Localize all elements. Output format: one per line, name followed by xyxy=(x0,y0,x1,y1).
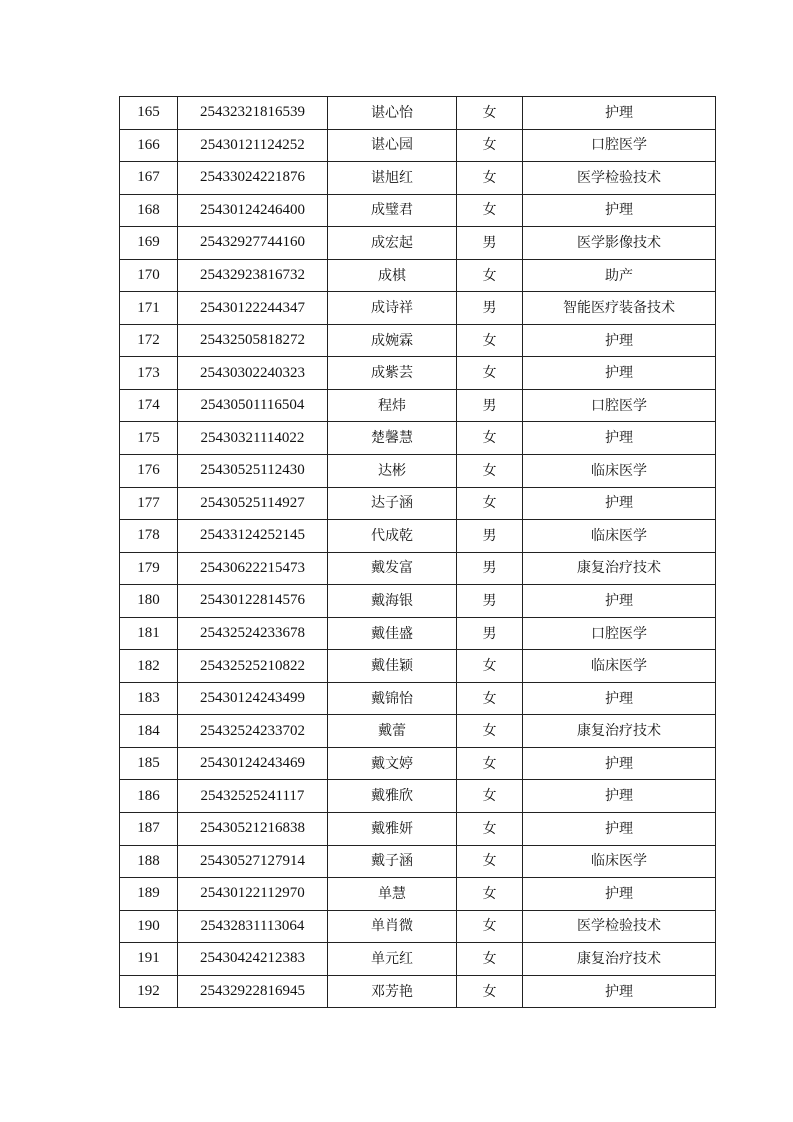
table-row xyxy=(120,487,716,520)
table-row xyxy=(120,162,716,195)
major-cell: 护理 xyxy=(523,747,716,780)
major-cell: 护理 xyxy=(523,682,716,715)
gender-cell: 女 xyxy=(457,747,523,780)
gender-cell: 女 xyxy=(457,422,523,455)
student-id-cell: 25430622215473 xyxy=(178,552,328,585)
row-number-cell: 184 xyxy=(120,715,178,748)
student-name-cell: 戴文婷 xyxy=(328,747,457,780)
student-name-cell: 达彬 xyxy=(328,455,457,488)
major-cell: 护理 xyxy=(523,813,716,846)
student-id-cell: 25430122814576 xyxy=(178,585,328,618)
major-cell: 康复治疗技术 xyxy=(523,943,716,976)
row-number-cell: 188 xyxy=(120,845,178,878)
student-name-cell: 单慧 xyxy=(328,878,457,911)
major-cell: 口腔医学 xyxy=(523,129,716,162)
student-id-cell: 25432524233678 xyxy=(178,617,328,650)
table-row xyxy=(120,389,716,422)
student-id-cell: 25432524233702 xyxy=(178,715,328,748)
table-row xyxy=(120,780,716,813)
table-row xyxy=(120,129,716,162)
table-row xyxy=(120,747,716,780)
major-cell: 护理 xyxy=(523,487,716,520)
student-id-cell: 25430321114022 xyxy=(178,422,328,455)
student-id-cell: 25432321816539 xyxy=(178,97,328,130)
row-number-cell: 186 xyxy=(120,780,178,813)
student-name-cell: 单元红 xyxy=(328,943,457,976)
student-name-cell: 成婉霖 xyxy=(328,324,457,357)
row-number-cell: 168 xyxy=(120,194,178,227)
major-cell: 护理 xyxy=(523,780,716,813)
student-id-cell: 25433024221876 xyxy=(178,162,328,195)
gender-cell: 女 xyxy=(457,97,523,130)
row-number-cell: 191 xyxy=(120,943,178,976)
gender-cell: 男 xyxy=(457,520,523,553)
major-cell: 临床医学 xyxy=(523,650,716,683)
table-row xyxy=(120,357,716,390)
gender-cell: 女 xyxy=(457,910,523,943)
row-number-cell: 178 xyxy=(120,520,178,553)
student-name-cell: 戴子涵 xyxy=(328,845,457,878)
row-number-cell: 165 xyxy=(120,97,178,130)
gender-cell: 女 xyxy=(457,129,523,162)
row-number-cell: 183 xyxy=(120,682,178,715)
table-row xyxy=(120,227,716,260)
table-row xyxy=(120,943,716,976)
student-id-cell: 25430124243499 xyxy=(178,682,328,715)
gender-cell: 女 xyxy=(457,259,523,292)
student-name-cell: 谌心园 xyxy=(328,129,457,162)
row-number-cell: 190 xyxy=(120,910,178,943)
major-cell: 临床医学 xyxy=(523,455,716,488)
student-name-cell: 戴雅妍 xyxy=(328,813,457,846)
row-number-cell: 181 xyxy=(120,617,178,650)
major-cell: 护理 xyxy=(523,97,716,130)
student-id-cell: 25430525114927 xyxy=(178,487,328,520)
student-name-cell: 戴发富 xyxy=(328,552,457,585)
gender-cell: 女 xyxy=(457,943,523,976)
major-cell: 护理 xyxy=(523,878,716,911)
gender-cell: 女 xyxy=(457,878,523,911)
row-number-cell: 174 xyxy=(120,389,178,422)
student-id-cell: 25430501116504 xyxy=(178,389,328,422)
row-number-cell: 172 xyxy=(120,324,178,357)
student-name-cell: 戴佳颖 xyxy=(328,650,457,683)
row-number-cell: 170 xyxy=(120,259,178,292)
student-id-cell: 25430121124252 xyxy=(178,129,328,162)
student-id-cell: 25430124243469 xyxy=(178,747,328,780)
major-cell: 口腔医学 xyxy=(523,389,716,422)
student-id-cell: 25432923816732 xyxy=(178,259,328,292)
student-name-cell: 成紫芸 xyxy=(328,357,457,390)
major-cell: 康复治疗技术 xyxy=(523,552,716,585)
gender-cell: 女 xyxy=(457,845,523,878)
major-cell: 医学影像技术 xyxy=(523,227,716,260)
student-name-cell: 成宏起 xyxy=(328,227,457,260)
gender-cell: 女 xyxy=(457,324,523,357)
row-number-cell: 171 xyxy=(120,292,178,325)
major-cell: 智能医疗装备技术 xyxy=(523,292,716,325)
major-cell: 医学检验技术 xyxy=(523,162,716,195)
row-number-cell: 175 xyxy=(120,422,178,455)
table-row xyxy=(120,455,716,488)
student-name-cell: 楚馨慧 xyxy=(328,422,457,455)
gender-cell: 女 xyxy=(457,715,523,748)
student-id-cell: 25432525241117 xyxy=(178,780,328,813)
row-number-cell: 176 xyxy=(120,455,178,488)
major-cell: 护理 xyxy=(523,324,716,357)
gender-cell: 女 xyxy=(457,487,523,520)
gender-cell: 男 xyxy=(457,585,523,618)
gender-cell: 男 xyxy=(457,227,523,260)
row-number-cell: 187 xyxy=(120,813,178,846)
major-cell: 护理 xyxy=(523,585,716,618)
major-cell: 护理 xyxy=(523,194,716,227)
table-row xyxy=(120,682,716,715)
major-cell: 助产 xyxy=(523,259,716,292)
student-id-cell: 25430124246400 xyxy=(178,194,328,227)
major-cell: 口腔医学 xyxy=(523,617,716,650)
gender-cell: 男 xyxy=(457,552,523,585)
table-row xyxy=(120,552,716,585)
student-id-cell: 25430424212383 xyxy=(178,943,328,976)
gender-cell: 女 xyxy=(457,682,523,715)
gender-cell: 男 xyxy=(457,389,523,422)
table-row xyxy=(120,715,716,748)
table-row xyxy=(120,650,716,683)
student-id-cell: 25430525112430 xyxy=(178,455,328,488)
table-row xyxy=(120,292,716,325)
table-row xyxy=(120,845,716,878)
student-name-cell: 戴蕾 xyxy=(328,715,457,748)
row-number-cell: 180 xyxy=(120,585,178,618)
student-id-cell: 25430521216838 xyxy=(178,813,328,846)
student-id-cell: 25432505818272 xyxy=(178,324,328,357)
gender-cell: 女 xyxy=(457,650,523,683)
student-id-cell: 25432922816945 xyxy=(178,975,328,1008)
table-row xyxy=(120,520,716,553)
table-row xyxy=(120,97,716,130)
gender-cell: 女 xyxy=(457,194,523,227)
row-number-cell: 173 xyxy=(120,357,178,390)
row-number-cell: 182 xyxy=(120,650,178,683)
student-id-cell: 25430527127914 xyxy=(178,845,328,878)
student-name-cell: 戴锦怡 xyxy=(328,682,457,715)
student-id-cell: 25432525210822 xyxy=(178,650,328,683)
student-name-cell: 成璧君 xyxy=(328,194,457,227)
table-row xyxy=(120,259,716,292)
student-roster-table xyxy=(119,96,716,1008)
student-name-cell: 成诗祥 xyxy=(328,292,457,325)
student-name-cell: 谌旭红 xyxy=(328,162,457,195)
row-number-cell: 169 xyxy=(120,227,178,260)
table-row xyxy=(120,422,716,455)
major-cell: 护理 xyxy=(523,422,716,455)
gender-cell: 女 xyxy=(457,813,523,846)
student-name-cell: 戴佳盛 xyxy=(328,617,457,650)
major-cell: 护理 xyxy=(523,975,716,1008)
major-cell: 康复治疗技术 xyxy=(523,715,716,748)
student-name-cell: 单肖微 xyxy=(328,910,457,943)
table-row xyxy=(120,910,716,943)
table-row xyxy=(120,878,716,911)
student-name-cell: 达子涵 xyxy=(328,487,457,520)
student-id-cell: 25432831113064 xyxy=(178,910,328,943)
student-name-cell: 代成乾 xyxy=(328,520,457,553)
table-row xyxy=(120,324,716,357)
student-id-cell: 25430122244347 xyxy=(178,292,328,325)
table-row xyxy=(120,585,716,618)
student-name-cell: 邓芳艳 xyxy=(328,975,457,1008)
row-number-cell: 185 xyxy=(120,747,178,780)
gender-cell: 女 xyxy=(457,975,523,1008)
student-id-cell: 25433124252145 xyxy=(178,520,328,553)
student-name-cell: 戴海银 xyxy=(328,585,457,618)
table-row xyxy=(120,617,716,650)
student-name-cell: 程炜 xyxy=(328,389,457,422)
gender-cell: 女 xyxy=(457,357,523,390)
student-name-cell: 戴雅欣 xyxy=(328,780,457,813)
student-name-cell: 谌心怡 xyxy=(328,97,457,130)
major-cell: 医学检验技术 xyxy=(523,910,716,943)
gender-cell: 女 xyxy=(457,780,523,813)
major-cell: 临床医学 xyxy=(523,845,716,878)
major-cell: 护理 xyxy=(523,357,716,390)
gender-cell: 男 xyxy=(457,292,523,325)
row-number-cell: 192 xyxy=(120,975,178,1008)
roster-body xyxy=(120,97,716,1008)
row-number-cell: 189 xyxy=(120,878,178,911)
table-row xyxy=(120,975,716,1008)
gender-cell: 女 xyxy=(457,162,523,195)
gender-cell: 男 xyxy=(457,617,523,650)
gender-cell: 女 xyxy=(457,455,523,488)
row-number-cell: 166 xyxy=(120,129,178,162)
student-id-cell: 25430302240323 xyxy=(178,357,328,390)
row-number-cell: 167 xyxy=(120,162,178,195)
major-cell: 临床医学 xyxy=(523,520,716,553)
table-row xyxy=(120,813,716,846)
student-id-cell: 25430122112970 xyxy=(178,878,328,911)
table-row xyxy=(120,194,716,227)
row-number-cell: 179 xyxy=(120,552,178,585)
student-id-cell: 25432927744160 xyxy=(178,227,328,260)
student-name-cell: 成棋 xyxy=(328,259,457,292)
row-number-cell: 177 xyxy=(120,487,178,520)
